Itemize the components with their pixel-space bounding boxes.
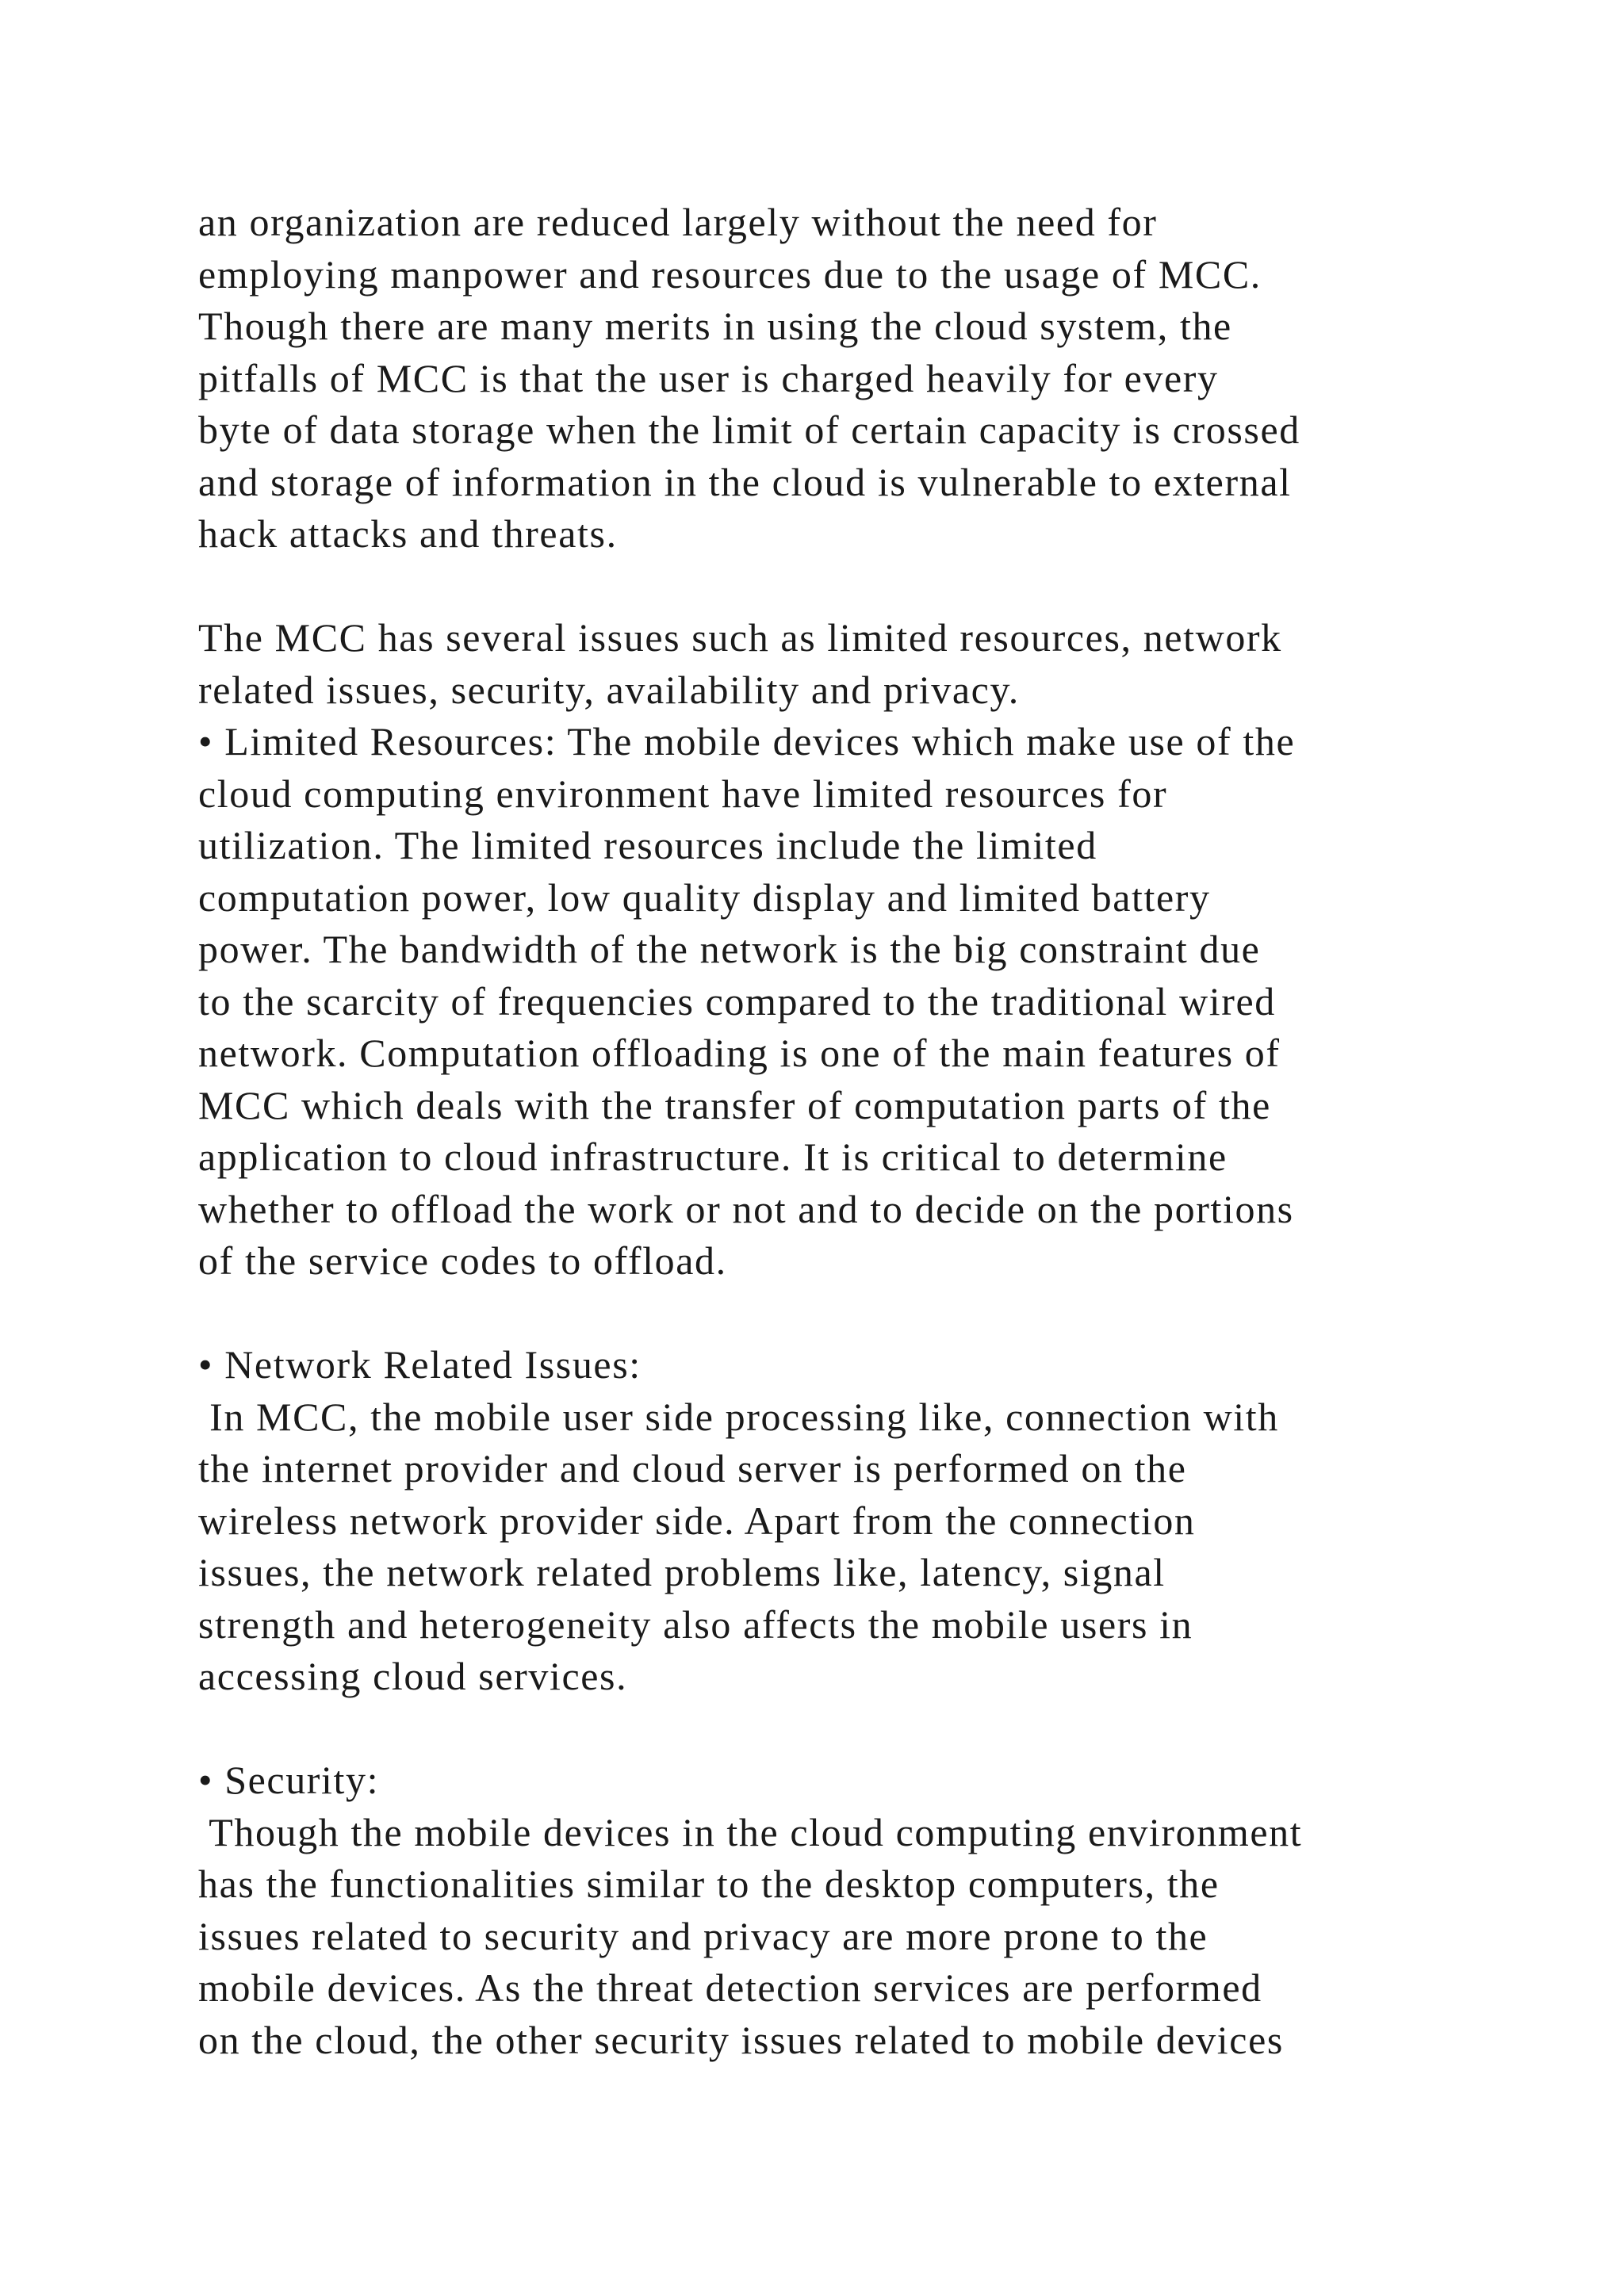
- text-line: MCC which deals with the transfer of computation parts of the: [198, 1082, 1271, 1127]
- paragraph-limited-resources: [198, 612, 1515, 1288]
- text-line: an organization are reduced largely without the need for: [198, 200, 1158, 244]
- text-line: byte of data storage when the limit of certain capacity is crossed: [198, 408, 1300, 452]
- bullet-heading-network-issues: • Network Related Issues:: [198, 1342, 642, 1387]
- text-line: of the service codes to offload.: [198, 1238, 727, 1283]
- text-line: to the scarcity of frequencies compared to the traditional wired: [198, 978, 1276, 1024]
- text-line: utilization. The limited resources include the limited: [198, 823, 1097, 867]
- text-line: employing manpower and resources due to the usage of MCC.: [198, 251, 1262, 297]
- paragraph-security: [198, 1755, 1515, 2066]
- text-line: related issues, security, availability and privacy.: [198, 667, 1020, 712]
- document-body: [198, 197, 1515, 2066]
- text-line: network. Computation offloading is one of the main features of: [198, 1031, 1281, 1075]
- text-line: issues related to security and privacy are more prone to the: [198, 1913, 1208, 1958]
- text-line: power. The bandwidth of the network is the big constraint due: [198, 927, 1261, 971]
- bullet-heading-security: • Security:: [198, 1758, 380, 1802]
- text-line: The MCC has several issues such as limited resources, network: [198, 615, 1282, 660]
- text-line: issues, the network related problems like, latency, signal: [198, 1550, 1166, 1594]
- text-line: accessing cloud services.: [198, 1654, 628, 1698]
- bullet-heading-limited-resources: • Limited Resources: The mobile devices which make use of the: [198, 719, 1296, 763]
- text-line: In MCC, the mobile user side processing like, connection with: [198, 1394, 1279, 1439]
- paragraph-network-issues: [198, 1339, 1515, 1703]
- text-line: hack attacks and threats.: [198, 511, 618, 556]
- text-line: has the functionalities similar to the desktop computers, the: [198, 1862, 1220, 1906]
- text-line: on the cloud, the other security issues related to mobile devices: [198, 2017, 1284, 2062]
- paragraph-cost-and-pitfalls: [198, 197, 1515, 561]
- text-line: computation power, low quality display and limited battery: [198, 874, 1211, 920]
- text-line: and storage of information in the cloud is vulnerable to external: [198, 459, 1292, 504]
- text-line: pitfalls of MCC is that the user is charged heavily for every: [198, 355, 1219, 400]
- paragraph-spacer: [198, 1288, 1515, 1340]
- text-line: whether to offload the work or not and to decide on the portions: [198, 1186, 1294, 1231]
- paragraph-spacer: [198, 1703, 1515, 1755]
- text-line: the internet provider and cloud server is performed on the: [198, 1446, 1187, 1490]
- text-line: Though there are many merits in using the cloud system, the: [198, 304, 1232, 348]
- text-line: mobile devices. As the threat detection services are performed: [198, 1965, 1262, 2010]
- paragraph-spacer: [198, 561, 1515, 613]
- text-line: Though the mobile devices in the cloud computing environment: [198, 1809, 1303, 1854]
- text-line: cloud computing environment have limited resources for: [198, 771, 1168, 816]
- text-line: strength and heterogeneity also affects the mobile users in: [198, 1601, 1193, 1647]
- text-line: application to cloud infrastructure. It is critical to determine: [198, 1135, 1228, 1179]
- text-line: wireless network provider side. Apart from the connection: [198, 1498, 1196, 1543]
